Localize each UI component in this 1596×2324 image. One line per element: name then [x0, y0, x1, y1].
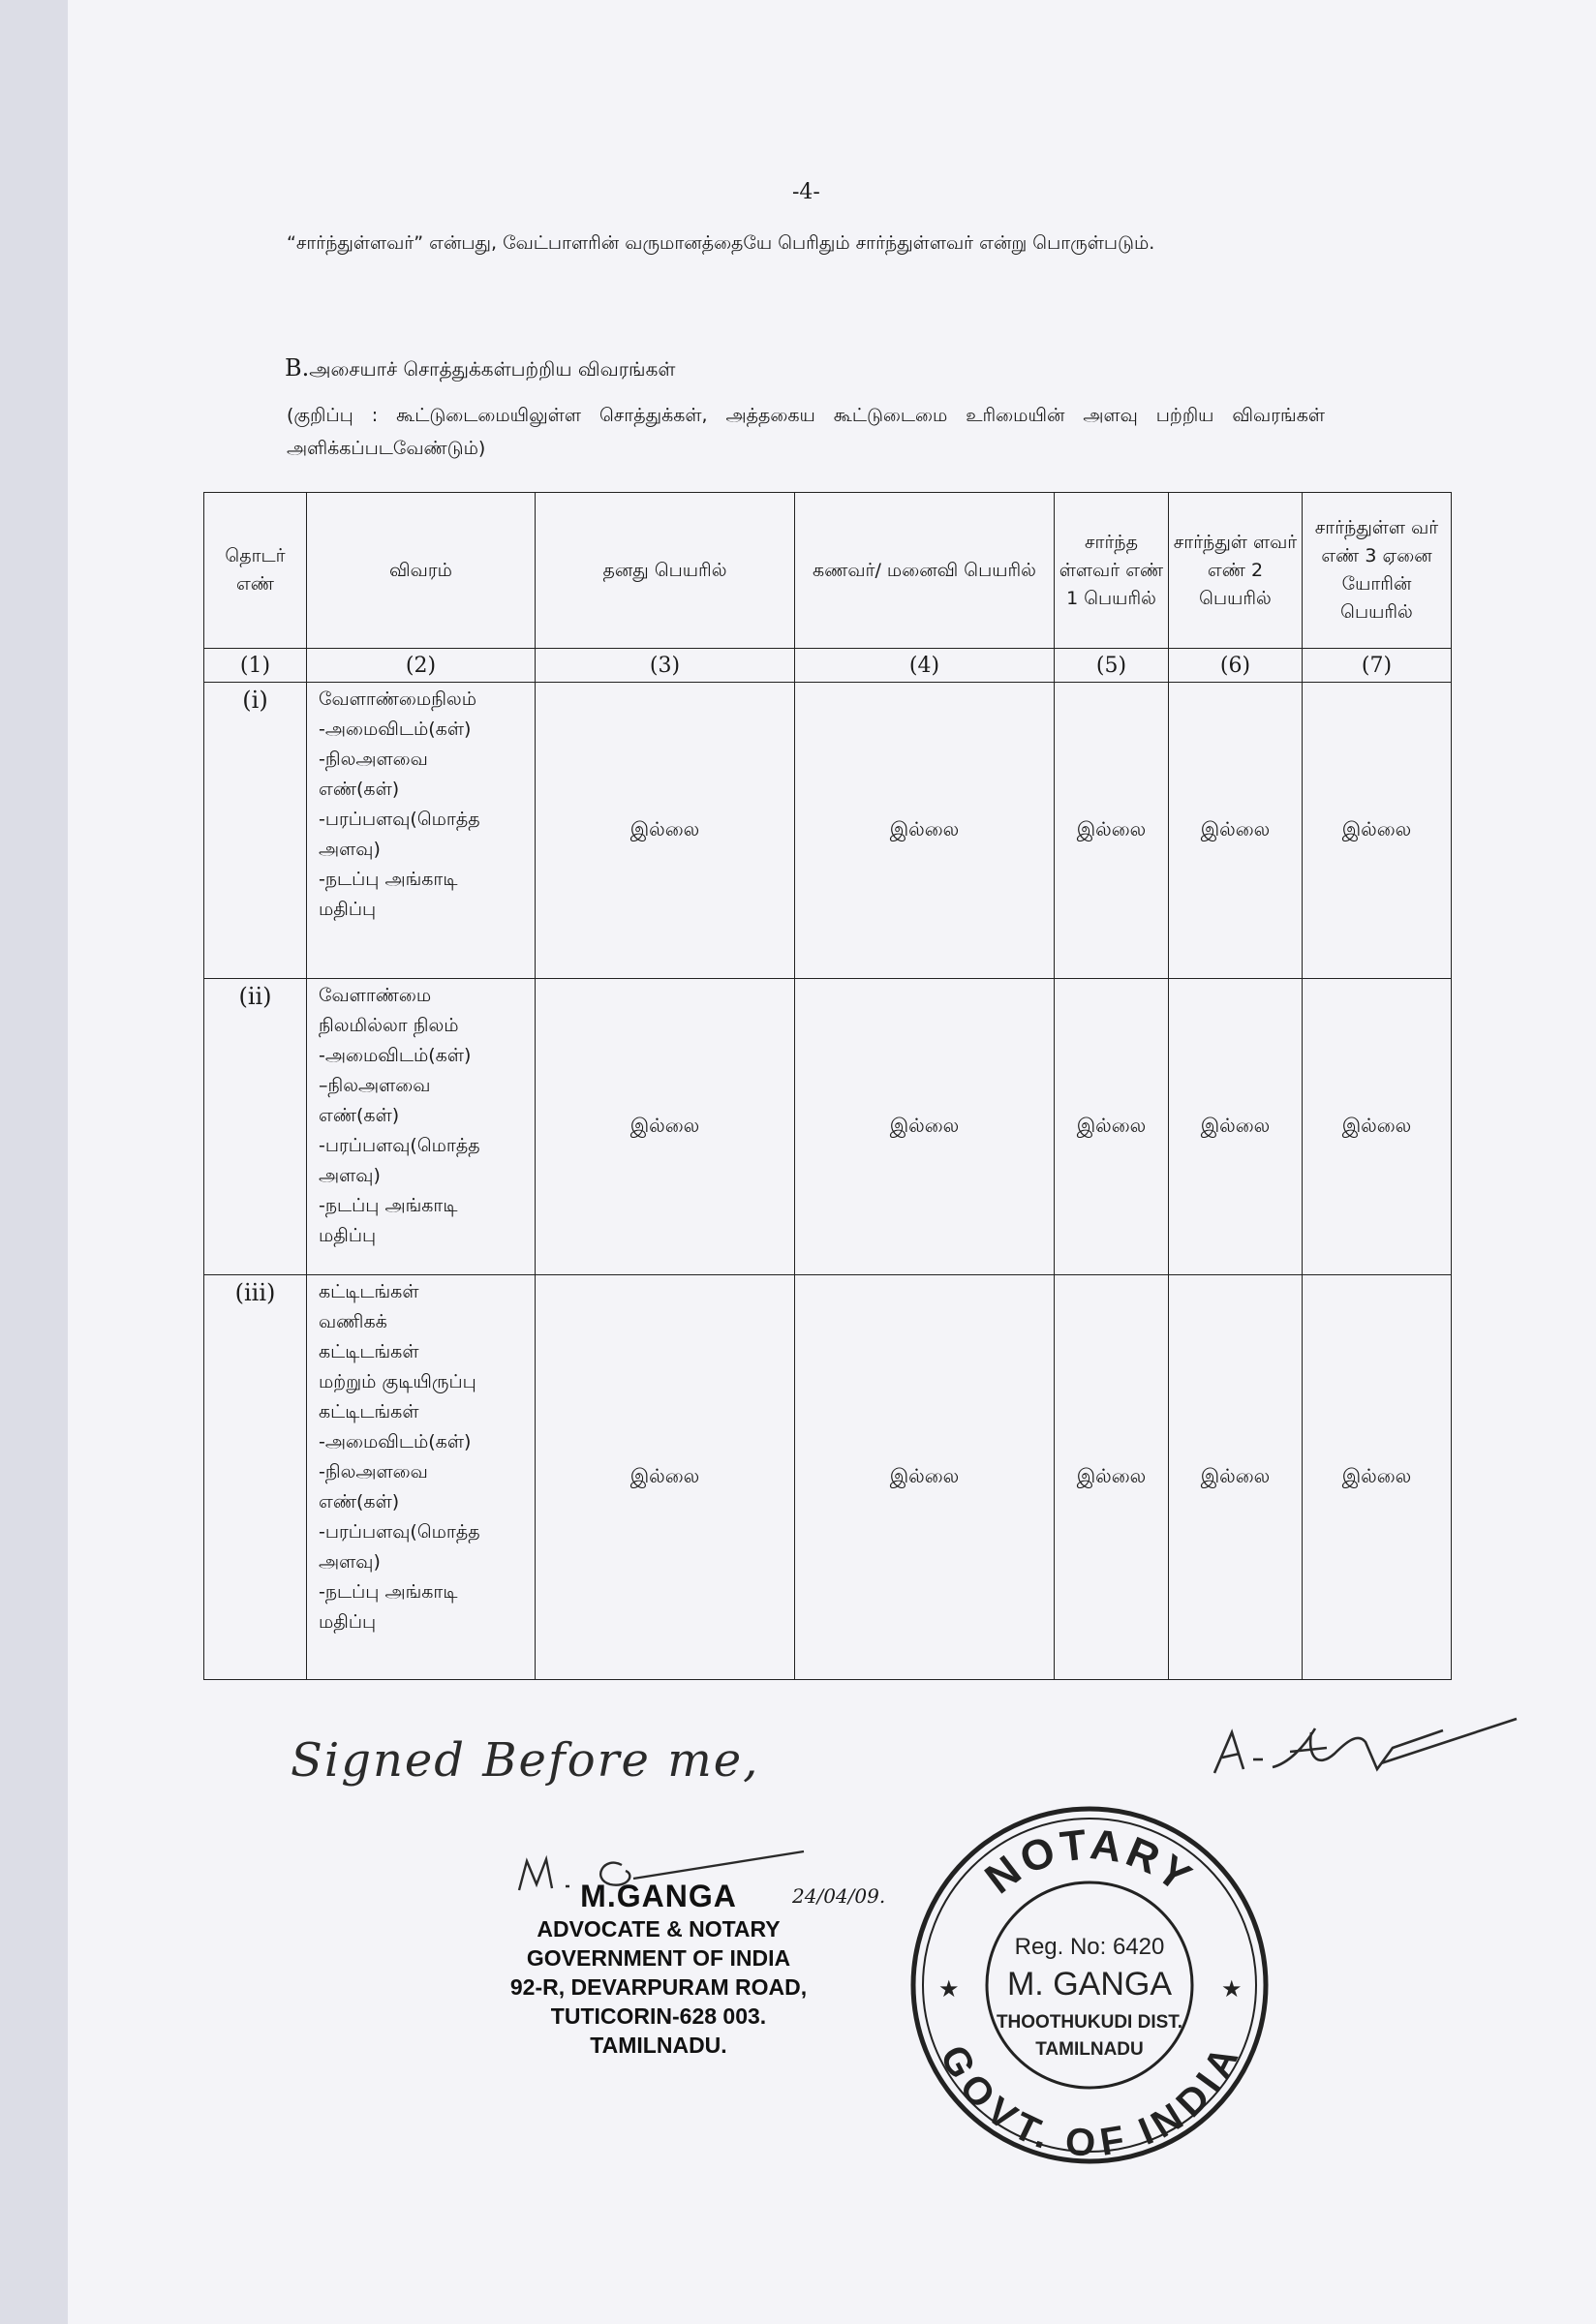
notary-sign-date: 24/04/09.: [792, 1884, 886, 1908]
section-heading: [285, 354, 675, 383]
description-line: எண்(கள்): [319, 1491, 400, 1513]
section-note: (குறிப்பு : கூட்டுடைமையிலுள்ள சொத்துக்கள், அத்தகைய கூட்டுடைமை உரிமையின் அளவு பற்றிய விவரங்கள் அளிக்கப்படவேண்டும்): [287, 405, 1325, 459]
value-dependent-1: இல்லை: [1055, 1275, 1169, 1680]
row-index: (ii): [204, 979, 307, 1275]
row-index: (iii): [204, 1275, 307, 1680]
column-number: (4): [795, 649, 1055, 683]
value-dependent-3: இல்லை: [1303, 683, 1452, 979]
notary-government: GOVERNMENT OF INDIA: [526, 1945, 791, 1971]
description-line: மதிப்பு: [319, 1225, 377, 1246]
description-line: நிலமில்லா நிலம்: [319, 1015, 459, 1036]
notary-stamp: [905, 1801, 1274, 2169]
description-line: -பரப்பளவு(மொத்த: [319, 1135, 480, 1156]
description-line: வேளாண்மைநிலம்: [319, 688, 476, 710]
dependent-definition: “சார்ந்துள்ளவர்” என்பது, வேட்பாளரின் வருமானத்தையே பெரிதும் சார்ந்துள்ளவர் என்று பொருள்படும்.: [287, 232, 1155, 254]
stamp-district: THOOTHUKUDI DIST.: [996, 2012, 1183, 2033]
description-line: வேளாண்மை: [319, 985, 432, 1006]
description-line: மதிப்பு: [319, 899, 377, 920]
stamp-top-arc: NOTARY: [976, 1820, 1203, 1904]
table-row-agricultural-land: [204, 683, 1452, 979]
column-number: (6): [1169, 649, 1303, 683]
description-line: -அமைவிடம்(கள்): [319, 1045, 472, 1066]
column-number: (7): [1303, 649, 1452, 683]
value-self: இல்லை: [536, 1275, 795, 1680]
description-line: மற்றும் குடியிருப்பு: [319, 1371, 476, 1392]
description-line: மதிப்பு: [319, 1611, 377, 1633]
description-line: எண்(கள்): [319, 1105, 400, 1126]
header-self: தனது பெயரில்: [536, 493, 795, 649]
value-spouse: இல்லை: [795, 979, 1055, 1275]
page-number: -4-: [792, 180, 820, 204]
table-row-buildings: [204, 1275, 1452, 1680]
stamp-bottom-arc: GOVT. OF INDIA: [931, 2038, 1248, 2165]
header-serial-no: தொடர் எண்: [204, 493, 307, 649]
header-dependent-2: சார்ந்துள் ளவர் எண் 2 பெயரில்: [1169, 493, 1303, 649]
description-line: -நிலஅளவை: [319, 1461, 428, 1483]
notary-name: M.GANGA: [580, 1879, 737, 1913]
header-spouse: கணவர்/ மனைவி பெயரில்: [795, 493, 1055, 649]
description-line: -நடப்பு அங்காடி: [319, 1195, 458, 1216]
value-spouse: இல்லை: [795, 1275, 1055, 1680]
value-spouse: இல்லை: [795, 683, 1055, 979]
table-row-non-agricultural-land: [204, 979, 1452, 1275]
description-line: -அமைவிடம்(கள்): [319, 1431, 472, 1452]
column-number: (3): [536, 649, 795, 683]
header-dependent-3: சார்ந்துள்ள வர் எண் 3 ஏனை யோரின் பெயரில்: [1303, 493, 1452, 649]
row-index: (i): [204, 683, 307, 979]
immovable-assets-table: [203, 492, 1452, 1680]
value-dependent-3: இல்லை: [1303, 979, 1452, 1275]
value-self: இல்லை: [536, 683, 795, 979]
description-line: –நிலஅளவை: [319, 1075, 431, 1096]
table-header-row: [204, 493, 1452, 649]
description-line: வணிகக்: [319, 1311, 387, 1332]
handwritten-signed-before-me: Signed Before me,: [291, 1733, 760, 1788]
value-dependent-2: இல்லை: [1169, 683, 1303, 979]
stamp-star-icon: ★: [1221, 1975, 1243, 2003]
header-dependent-1: சார்ந்த ள்ளவர் எண் 1 பெயரில்: [1055, 493, 1169, 649]
description-line: அளவு): [319, 1551, 381, 1573]
description-line: அளவு): [319, 839, 381, 860]
notary-city: TUTICORIN-628 003.: [550, 2003, 767, 2029]
description-line: -பரப்பளவு(மொத்த: [319, 809, 480, 830]
notary-state: TAMILNADU.: [590, 2033, 727, 2058]
row-description: [307, 1275, 536, 1680]
value-dependent-2: இல்லை: [1169, 979, 1303, 1275]
description-line: கட்டிடங்கள்: [319, 1281, 419, 1302]
row-description: [307, 683, 536, 979]
stamp-name: M. GANGA: [1006, 1966, 1173, 2003]
notary-designation: ADVOCATE & NOTARY: [537, 1916, 781, 1942]
stamp-state: TAMILNADU: [1035, 2039, 1144, 2060]
description-line: -பரப்பளவு(மொத்த: [319, 1521, 480, 1543]
description-line: எண்(கள்): [319, 779, 400, 800]
description-line: -நடப்பு அங்காடி: [319, 869, 458, 890]
description-line: அளவு): [319, 1165, 381, 1186]
column-number-row: [204, 649, 1452, 683]
notary-street: 92-R, DEVARPURAM ROAD,: [509, 1974, 808, 2000]
value-dependent-3: இல்லை: [1303, 1275, 1452, 1680]
column-number: (2): [307, 649, 536, 683]
value-dependent-1: இல்லை: [1055, 979, 1169, 1275]
value-dependent-1: இல்லை: [1055, 683, 1169, 979]
row-description: [307, 979, 536, 1275]
section-letter: B.: [285, 354, 310, 382]
column-number: (1): [204, 649, 307, 683]
stamp-star-icon: ★: [938, 1975, 960, 2003]
description-line: கட்டிடங்கள்: [319, 1341, 419, 1362]
value-self: இல்லை: [536, 979, 795, 1275]
column-number: (5): [1055, 649, 1169, 683]
description-line: -நிலஅளவை: [319, 749, 428, 770]
description-line: கட்டிடங்கள்: [319, 1401, 419, 1422]
candidate-signature: [1211, 1709, 1530, 1787]
section-title: அசையாச் சொத்துக்கள்பற்றிய விவரங்கள்: [309, 357, 676, 381]
value-dependent-2: இல்லை: [1169, 1275, 1303, 1680]
description-line: -நடப்பு அங்காடி: [319, 1581, 458, 1603]
header-details: விவரம்: [307, 493, 536, 649]
stamp-reg-no: Reg. No: 6420: [1014, 1934, 1165, 1960]
description-line: -அமைவிடம்(கள்): [319, 719, 472, 740]
